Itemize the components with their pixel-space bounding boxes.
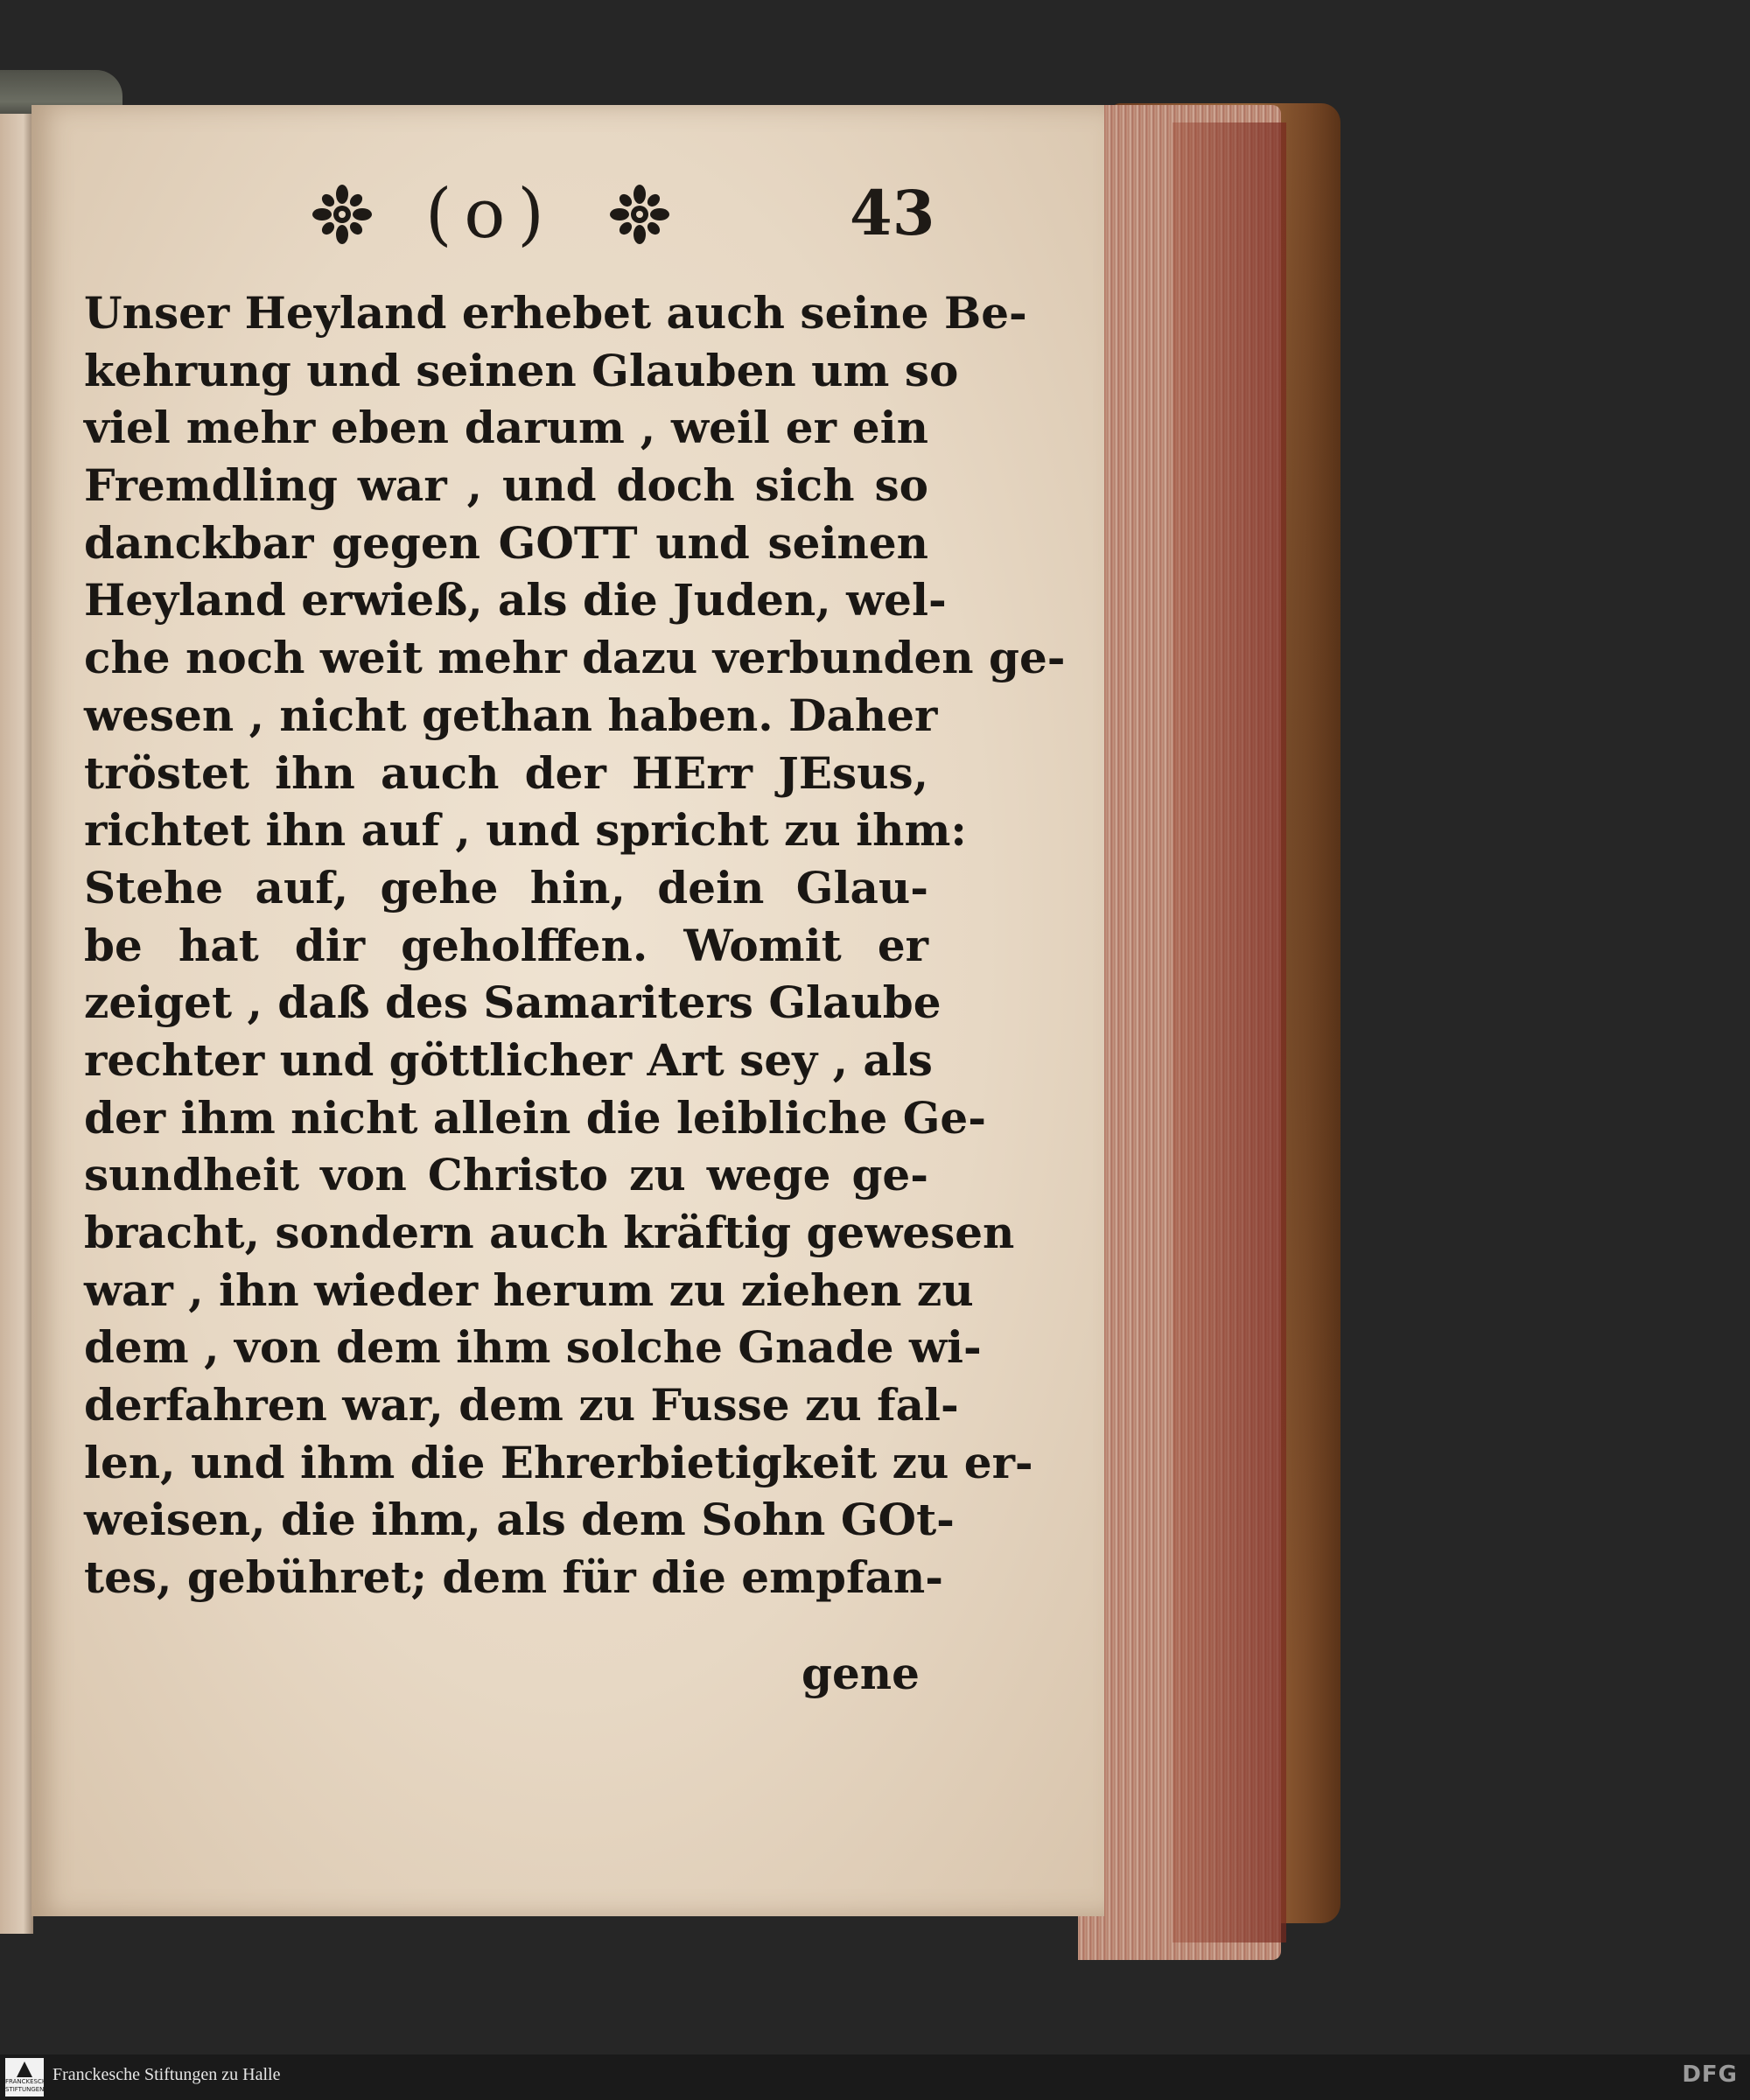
text-line: bracht, sondern auch kräftig gewesen: [84, 1207, 1015, 1258]
text-line: weisen, die ihm, als dem Sohn GOt-: [84, 1494, 955, 1546]
viewer-footer: [0, 2054, 1750, 2100]
text-line: len, und ihm die Ehrerbietigkeit zu er-: [84, 1436, 1033, 1488]
text-line: sundheit von Christo zu wege ge-: [84, 1149, 928, 1201]
text-line: der ihm nicht allein die leibliche Ge-: [84, 1091, 986, 1144]
text-line: be hat dir geholffen. Womit er: [84, 919, 928, 971]
book-page: [32, 105, 1104, 1916]
text-line: richtet ihn auf , und spricht zu ihm:: [84, 804, 967, 857]
text-line: zeiget , daß des Samariters Glaube: [84, 976, 942, 1029]
page-header: [294, 175, 935, 289]
rosette-ornament-icon: [312, 184, 373, 245]
institution-logo[interactable]: [5, 2058, 51, 2096]
text-line: Fremdling war , und doch sich so: [84, 459, 928, 512]
logo-icon: [17, 2062, 32, 2077]
institution-name[interactable]: Franckesche Stiftungen zu Halle: [52, 2065, 281, 2084]
left-page-edge: [0, 114, 33, 1934]
funder-logo[interactable]: DFG: [1682, 2062, 1738, 2088]
text-line: tes, gebühret; dem für die empfan-: [84, 1551, 943, 1604]
catchword: gene: [802, 1648, 920, 1699]
text-line: tröstet ihn auch der HErr JEsus,: [84, 746, 928, 799]
text-line: kehrung und seinen Glauben um so: [84, 344, 959, 396]
text-line: danckbar gegen GOTT und seinen: [84, 516, 928, 569]
rosette-ornament-icon: [609, 184, 670, 245]
text-line: wesen , nicht gethan haben. Daher: [84, 689, 938, 741]
text-line: Unser Heyland erhebet auch seine Be-: [84, 287, 1027, 339]
logo-text: FRANCKESCHE STIFTUNGEN: [5, 2078, 51, 2093]
text-line: Stehe auf, gehe hin, dein Glau-: [84, 861, 928, 914]
page-number: 43: [850, 177, 935, 249]
body-text: [84, 284, 1066, 1606]
text-line: derfahren war, dem zu Fusse zu fal-: [84, 1379, 959, 1432]
text-line: dem , von dem ihm solche Gnade wi-: [84, 1321, 982, 1374]
text-line: viel mehr eben darum , weil er ein: [84, 402, 928, 454]
page-edge-shade: [1172, 122, 1286, 1942]
text-line: war , ihn wieder herum zu ziehen zu: [84, 1264, 974, 1316]
header-mark: (o): [425, 175, 556, 254]
text-line: rechter und göttlicher Art sey , als: [84, 1033, 933, 1086]
text-line: che noch weit mehr dazu verbunden ge-: [84, 632, 1066, 684]
text-line: Heyland erwieß, als die Juden, wel-: [84, 574, 947, 626]
